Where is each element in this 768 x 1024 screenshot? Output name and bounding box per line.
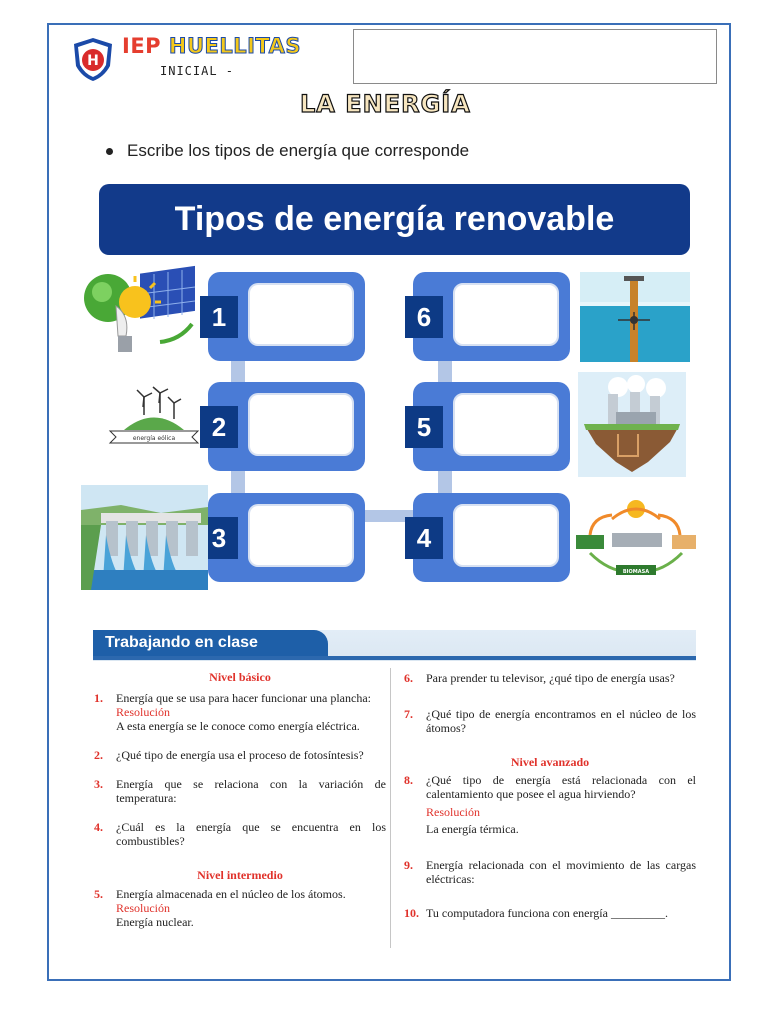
- logo-letter: H: [87, 53, 99, 69]
- wind-energy-icon: [104, 385, 204, 455]
- question-5: [94, 887, 386, 929]
- question-number: 5.: [94, 887, 103, 901]
- school-shield-icon: [70, 36, 116, 82]
- question-text: Para prender tu televisor, ¿qué tipo de energía usas?: [426, 671, 675, 685]
- answer-box-1[interactable]: [248, 283, 354, 346]
- question-text: Energía que se relaciona con la variación de temperatura:: [116, 777, 386, 805]
- question-2: [94, 748, 386, 762]
- school-prefix: IEP: [122, 34, 162, 58]
- question-text: ¿Qué tipo de energía usa el proceso de fotosíntesis?: [116, 748, 364, 762]
- question-text: Energía almacenada en el núcleo de los átomos.: [116, 887, 346, 901]
- renewable-title: Tipos de energía renovable: [174, 200, 615, 238]
- question-text: ¿Cuál es la energía que se encuentra en los combustibles?: [116, 820, 386, 848]
- question-number: 6.: [404, 671, 413, 685]
- question-3: [94, 777, 386, 805]
- question-4: [94, 820, 386, 848]
- section-title: Trabajando en clase: [93, 630, 328, 656]
- energy-slot-1: [208, 272, 365, 361]
- question-number: 8.: [404, 773, 413, 787]
- question-text: ¿Qué tipo de energía encontramos en el núcleo de los átomos?: [426, 707, 696, 735]
- school-name: [122, 34, 301, 58]
- energy-slot-6: [413, 272, 570, 361]
- question-number: 9.: [404, 858, 413, 872]
- energy-slot-2: [208, 382, 365, 471]
- question-text: Energía relacionada con el movimiento de las cargas eléctricas:: [426, 858, 696, 886]
- left-column: [94, 670, 386, 929]
- question-10: [404, 906, 696, 920]
- hydro-dam-icon: [81, 485, 208, 590]
- solar-energy-icon: [80, 262, 200, 362]
- question-7: [404, 707, 696, 735]
- slot-number: 5: [405, 406, 443, 448]
- resolution-answer: A esta energía se le conoce como energía eléctrica.: [116, 719, 360, 733]
- answer-box-3[interactable]: [248, 504, 354, 567]
- question-number: 3.: [94, 777, 103, 791]
- student-name-box[interactable]: [353, 29, 717, 84]
- wind-caption: energía eólica: [132, 435, 176, 442]
- resolution-answer: Energía nuclear.: [116, 915, 194, 929]
- question-6: [404, 671, 696, 685]
- connector: [438, 471, 452, 495]
- resolution-label: Resolución: [116, 705, 170, 719]
- instruction: [106, 141, 469, 161]
- question-9: [404, 858, 696, 886]
- answer-box-2[interactable]: [248, 393, 354, 456]
- column-divider: [390, 668, 391, 948]
- level-basic: Nivel básico: [209, 670, 271, 684]
- section-header: [93, 630, 696, 661]
- question-number: 1.: [94, 691, 103, 705]
- answer-box-5[interactable]: [453, 393, 559, 456]
- energy-slot-4: [413, 493, 570, 582]
- question-text: ¿Qué tipo de energía está relacionada con el calentamiento que posee el agua hirviendo?: [426, 773, 696, 801]
- section-rule: [93, 656, 696, 660]
- resolution-answer: La energía térmica.: [426, 822, 519, 836]
- geothermal-plant-icon: [578, 372, 686, 477]
- biomass-caption: BIOMASA: [622, 569, 650, 575]
- biomass-icon: [572, 497, 700, 579]
- question-text: Energía que se usa para hacer funcionar una plancha:: [116, 691, 371, 705]
- right-column: [404, 671, 696, 920]
- answer-box-6[interactable]: [453, 283, 559, 346]
- slot-number: 4: [405, 517, 443, 559]
- school-title: HUELLITAS: [168, 34, 301, 58]
- question-text: Tu computadora funciona con energía _________.: [426, 906, 668, 920]
- question-number: 7.: [404, 707, 413, 721]
- slot-number: 6: [405, 296, 443, 338]
- slot-number: 3: [200, 517, 238, 559]
- energy-slot-5: [413, 382, 570, 471]
- answer-box-4[interactable]: [453, 504, 559, 567]
- slot-number: 1: [200, 296, 238, 338]
- resolution-label: Resolución: [116, 901, 170, 915]
- connector: [231, 471, 245, 495]
- page-title: LA ENERGÍA: [300, 90, 471, 118]
- level-intermediate: Nivel intermedio: [197, 868, 283, 882]
- question-number: 4.: [94, 820, 103, 834]
- resolution-label: Resolución: [426, 805, 480, 819]
- school-level: INICIAL -: [160, 64, 235, 78]
- question-number: 10.: [404, 906, 419, 920]
- instruction-text: Escribe los tipos de energía que corresponde: [127, 141, 470, 160]
- energy-slot-3: [208, 493, 365, 582]
- renewable-banner: [99, 184, 690, 255]
- bullet-icon: [106, 148, 113, 155]
- question-8: [404, 773, 696, 836]
- question-1: [94, 691, 386, 733]
- tidal-turbine-icon: [580, 272, 690, 362]
- slot-number: 2: [200, 406, 238, 448]
- level-advanced: Nivel avanzado: [510, 755, 590, 769]
- question-number: 2.: [94, 748, 103, 762]
